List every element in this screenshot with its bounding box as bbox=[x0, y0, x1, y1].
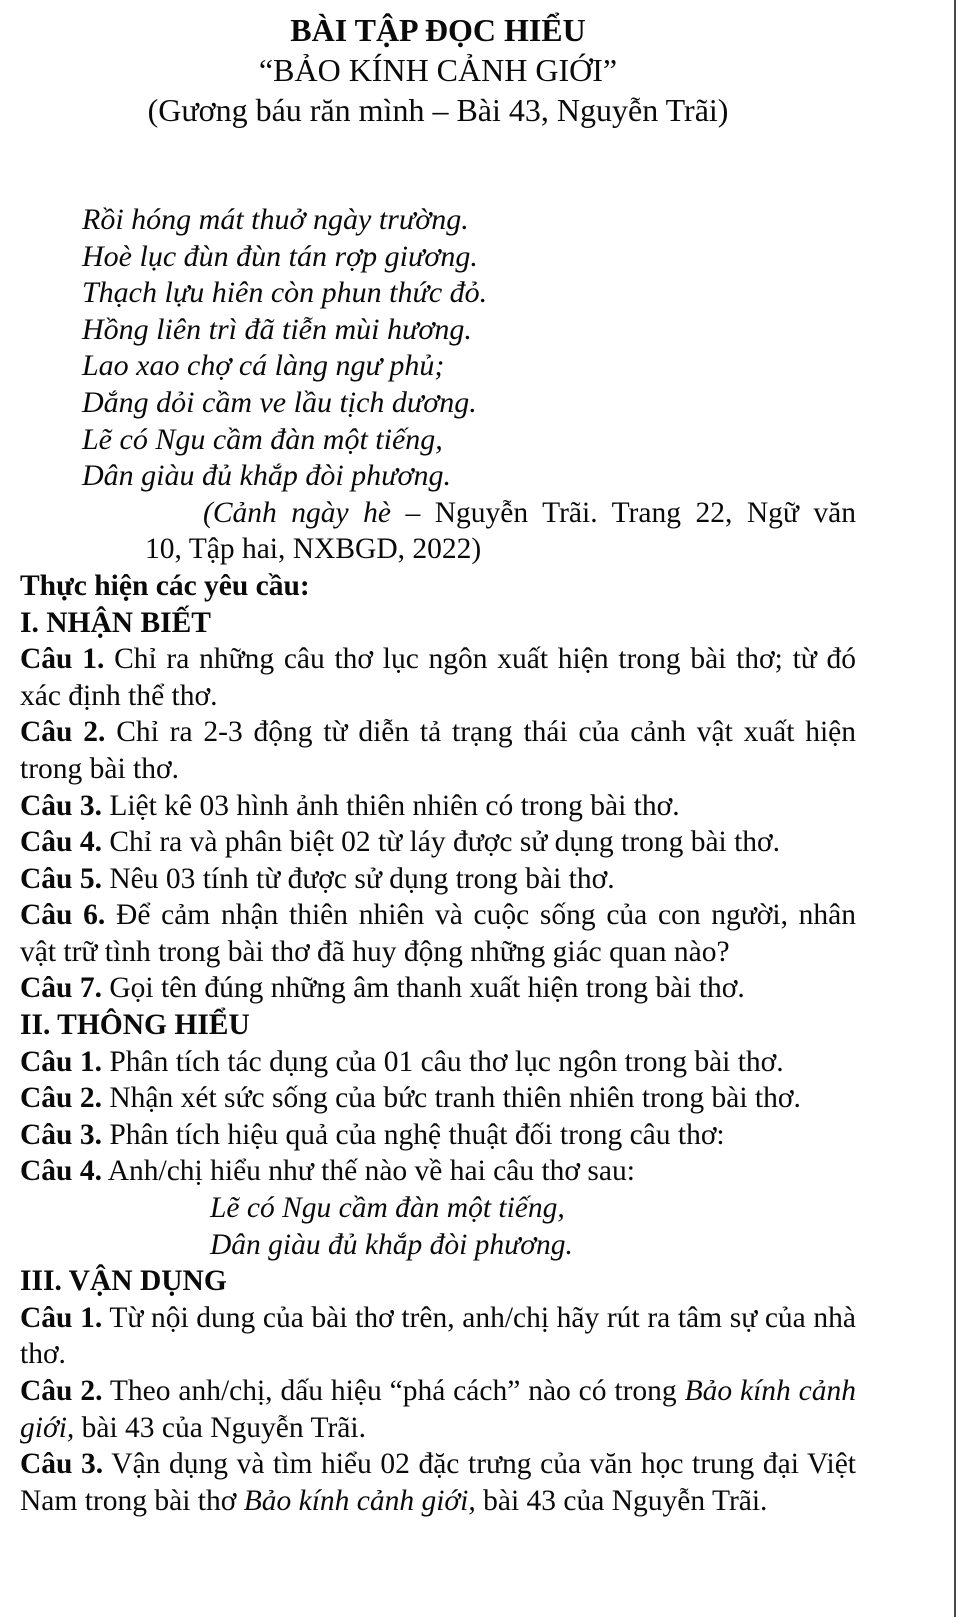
question-i-6 bbox=[20, 897, 856, 970]
poem-line: Hoè lục đùn đùn tán rợp giương. bbox=[82, 239, 478, 273]
section-nhan-biet bbox=[20, 605, 856, 1008]
question-label: Câu 6. bbox=[20, 899, 106, 932]
poem-line: Lao xao chợ cá làng ngư phủ; bbox=[82, 349, 445, 383]
question-iii-3 bbox=[20, 1446, 856, 1519]
question-text: Nhận xét sức sống của bức tranh thiên nhiên trong bài thơ. bbox=[109, 1082, 801, 1115]
question-label: Câu 5. bbox=[20, 862, 102, 895]
question-ii-2 bbox=[20, 1080, 856, 1117]
document-content bbox=[20, 0, 856, 1519]
question-ii-1 bbox=[20, 1044, 856, 1081]
question-text: bài 43 của Nguyễn Trãi. bbox=[475, 1484, 768, 1517]
question-text: Phân tích hiệu quả của nghệ thuật đối trong câu thơ: bbox=[109, 1118, 725, 1151]
citation-line-1 bbox=[203, 495, 856, 532]
question-text: Anh/chị hiểu như thế nào về hai câu thơ sau: bbox=[107, 1155, 635, 1188]
question-iii-1 bbox=[20, 1300, 856, 1373]
question-label: Câu 2. bbox=[20, 1082, 102, 1115]
doc-subtitle: “BẢO KÍNH CẢNH GIỚI” bbox=[258, 52, 618, 88]
question-ii-4 bbox=[20, 1153, 856, 1190]
poem-line: Rồi hóng mát thuở ngày trường. bbox=[82, 203, 469, 236]
section-van-dung bbox=[20, 1263, 856, 1519]
question-i-7 bbox=[20, 970, 856, 1007]
instruction-heading: Thực hiện các yêu cầu: bbox=[20, 569, 310, 602]
question-text: Nêu 03 tính từ được sử dụng trong bài thơ. bbox=[109, 862, 615, 895]
question-i-5 bbox=[20, 861, 856, 898]
question-label: Câu 1. bbox=[20, 1301, 103, 1334]
question-text: Vận dụng và tìm hiểu 02 đặc trưng của văn học trung đại Việt Nam trong bài thơ bbox=[20, 1448, 857, 1517]
question-work-title: Bảo kính cảnh giới, bbox=[243, 1484, 476, 1517]
doc-title: BÀI TẬP ĐỌC HIỂU bbox=[290, 12, 586, 48]
poem-citation bbox=[20, 495, 856, 568]
question-text: Liệt kê 03 hình ảnh thiên nhiên có trong bài thơ. bbox=[109, 789, 680, 822]
question-text: Chỉ ra và phân biệt 02 từ láy được sử dụng trong bài thơ. bbox=[109, 826, 781, 859]
question-text: Chỉ ra những câu thơ lục ngôn xuất hiện trong bài thơ; từ đó xác định thể thơ. bbox=[20, 643, 857, 712]
question-label: Câu 2. bbox=[20, 1375, 103, 1407]
citation-work-title: (Cảnh ngày hè bbox=[203, 496, 391, 529]
poem-line: Hồng liên trì đã tiễn mùi hương. bbox=[82, 312, 472, 346]
poem-line: Dân giàu đủ khắp đòi phương. bbox=[82, 459, 452, 493]
poem bbox=[82, 202, 856, 495]
citation-source: – Nguyễn Trãi. Trang 22, Ngữ văn bbox=[405, 496, 857, 529]
question-label: Câu 2. bbox=[20, 716, 106, 749]
question-label: Câu 3. bbox=[20, 1448, 104, 1481]
section-heading-iii: III. VẬN DỤNG bbox=[20, 1265, 227, 1298]
question-i-2 bbox=[20, 714, 856, 787]
question-text: Từ nội dung của bài thơ trên, anh/chị hãy rút ra tâm sự của nhà thơ. bbox=[20, 1301, 856, 1371]
poem-line: Dắng dỏi cầm ve lầu tịch dương. bbox=[82, 385, 477, 419]
question-label: Câu 3. bbox=[20, 1118, 102, 1151]
citation-line-2: 10, Tập hai, NXBGD, 2022) bbox=[145, 533, 482, 566]
question-text: Theo anh/chị, dấu hiệu “phá cách” nào có trong bbox=[109, 1375, 685, 1407]
section-thong-hieu bbox=[20, 1007, 856, 1263]
question-label: Câu 1. bbox=[20, 1045, 102, 1078]
question-work-title: Bảo kính cảnh giới, bbox=[20, 1375, 857, 1444]
question-i-3 bbox=[20, 788, 856, 825]
question-text: Chỉ ra 2-3 động từ diễn tả trạng thái của cảnh vật xuất hiện trong bài thơ. bbox=[20, 716, 856, 785]
question-iii-2 bbox=[20, 1373, 856, 1446]
poem-line: Thạch lựu hiên còn phun thức đỏ. bbox=[82, 276, 488, 310]
question-label: Câu 1. bbox=[20, 643, 105, 676]
question-text: bài 43 của Nguyễn Trãi. bbox=[74, 1411, 366, 1444]
question-i-1 bbox=[20, 641, 856, 714]
poem-line: Lẽ có Ngu cầm đàn một tiếng, bbox=[82, 422, 443, 456]
title-block bbox=[20, 10, 856, 130]
question-text: Gọi tên đúng những âm thanh xuất hiện trong bài thơ. bbox=[109, 972, 745, 1005]
question-ii-3 bbox=[20, 1117, 856, 1154]
quoted-verse-line: Dân giàu đủ khắp đòi phương. bbox=[210, 1228, 573, 1261]
quoted-verse-line: Lẽ có Ngu cầm đàn một tiếng, bbox=[210, 1192, 565, 1225]
question-i-4 bbox=[20, 824, 856, 861]
question-label: Câu 3. bbox=[20, 789, 102, 822]
question-label: Câu 7. bbox=[20, 972, 102, 1005]
section-heading-i: I. NHẬN BIẾT bbox=[20, 606, 211, 639]
section-heading-ii: II. THÔNG HIỂU bbox=[20, 1009, 250, 1042]
question-text: Để cảm nhận thiên nhiên và cuộc sống của con người, nhân vật trữ tình trong bài thơ đã huy động những giác quan nào? bbox=[20, 899, 856, 968]
doc-subtitle-note: (Gương báu răn mình – Bài 43, Nguyễn Trãi) bbox=[147, 92, 729, 128]
question-label: Câu 4. bbox=[20, 1155, 102, 1188]
question-text: Phân tích tác dụng của 01 câu thơ lục ngôn trong bài thơ. bbox=[109, 1045, 784, 1078]
question-label: Câu 4. bbox=[20, 826, 102, 859]
